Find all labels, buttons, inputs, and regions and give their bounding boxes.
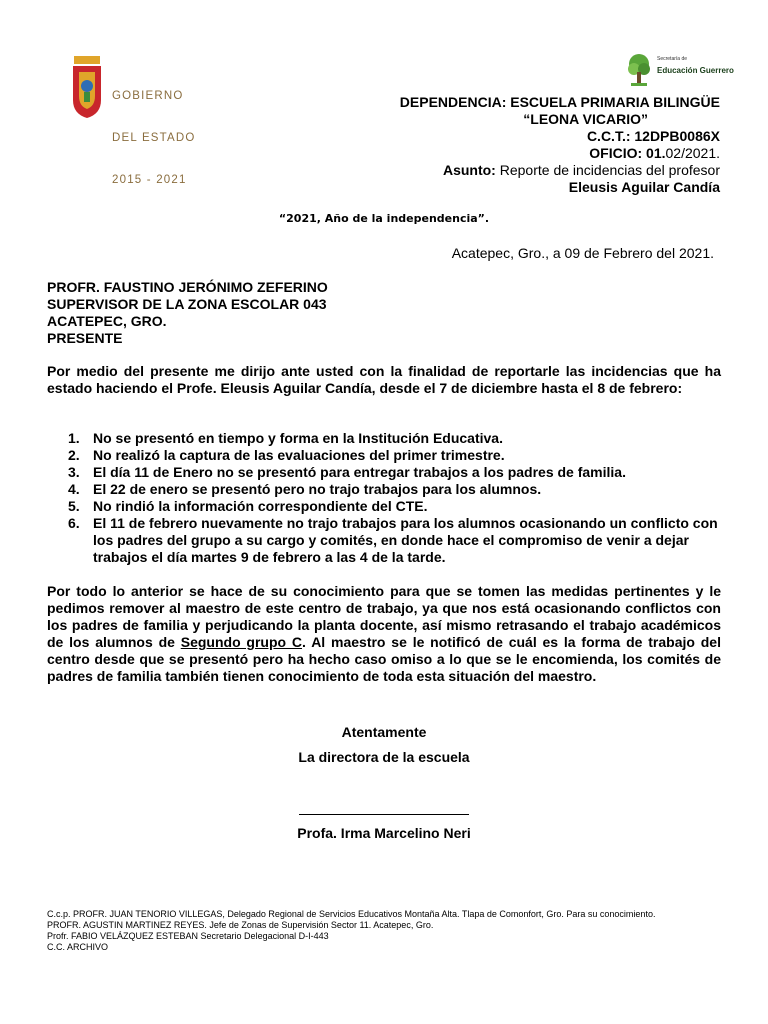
list-text: No rindió la información correspondiente del CTE. [93,498,428,514]
body-text-1: Por todo lo anterior se hace de su conocimiento para que se tomen las medidas pertinentes y le pedimos remover al maestro de este centro de trabajo, ya que nos está ocasionando conflictos con los padres de familia y perjudicando la planta docente, así mismo retrasando el trabajo académicos de los alumnos de [47,583,721,650]
addressee-block [47,279,328,347]
addressee-city: ACATEPEC, GRO. [47,313,167,329]
oficio-line [589,145,720,162]
oficio-value: 02/2021. [665,145,720,161]
educacion-guerrero-label: Educación Guerrero [657,66,734,75]
list-item [47,481,727,498]
list-item [47,430,727,447]
tree-logo-icon [626,52,652,88]
addressee-name: PROFR. FAUSTINO JERÓNIMO ZEFERINO [47,279,328,295]
group-underlined: Segundo grupo C [180,634,303,650]
list-text: El día 11 de Enero no se presentó para entregar trabajos a los padres de familia. [93,464,626,480]
list-text: El 22 de enero se presentó pero no trajo trabajos para los alumnos. [93,481,542,497]
body-paragraph [47,583,721,685]
state-crest-icon [70,56,104,118]
asunto-label: Asunto: [442,162,496,178]
asunto-line [443,162,720,179]
closing-atentamente: Atentamente [341,724,427,740]
footer-line: PROFR. AGUSTIN MARTINEZ REYES. Jefe de Zonas de Supervisión Sector 11. Acatepec, Gro. [47,920,434,930]
list-number: 5. [68,498,80,514]
government-text [112,61,196,215]
footer-cc-block [47,909,727,953]
footer-line: Profr. FABIO VELÁZQUEZ ESTEBAN Secretario Delegacional D-I-443 [47,931,329,941]
state-government-logo [70,56,196,186]
list-number: 3. [68,464,80,480]
cct-code: C.C.T.: 12DPB0086X [586,128,720,144]
secretaria-educacion-logo [626,52,734,88]
list-item [47,447,727,464]
body-text-2: . Al maestro se le notificó de cuál es la forma de trabajo del centro desde que se presentó pero ha hecho caso omiso a lo que se le encomienda, los comités de padres de familia también tienen conocimiento de toda esta situación del maestro. [47,634,721,684]
list-number: 6. [68,515,80,531]
list-number: 2. [68,447,80,463]
secretaria-label: Secretaría de [657,56,688,62]
gov-line-2: DEL ESTADO [112,132,196,144]
asunto-value: Reporte de incidencias del profesor [495,162,720,178]
list-number: 4. [68,481,80,497]
letter-date: Acatepec, Gro., a 09 de Febrero del 2021. [451,245,714,261]
list-text: No realizó la captura de las evaluaciones del primer trimestre. [93,447,505,463]
profesor-name: Eleusis Aguilar Candía [568,179,720,195]
addressee-title: SUPERVISOR DE LA ZONA ESCOLAR 043 [47,296,327,312]
list-item [47,515,733,566]
intro-paragraph: Por medio del presente me dirijo ante usted con la finalidad de reportarle las incidencias que ha estado haciendo el Profe. Eleusis Aguilar Candía, desde el 7 de diciembre hasta el 8 de febrero: [47,363,721,396]
oficio-label: OFICIO: 01. [589,145,666,161]
gov-line-1: GOBIERNO [112,90,184,102]
list-number: 1. [68,430,80,446]
list-text: No se presentó en tiempo y forma en la Institución Educativa. [93,430,503,446]
list-text: El 11 de febrero nuevamente no trajo trabajos para los alumnos ocasionando un conflicto con los padres del grupo a su cargo y comités, en donde hace el compromiso de venir a dejar trabajos el día martes 9 de febrero a las 4 de la tarde. [93,515,718,565]
signer-name: Profa. Irma Marcelino Neri [297,825,471,841]
dependencia-line: DEPENDENCIA: ESCUELA PRIMARIA BILINGÜE [399,94,720,110]
list-item [47,498,727,515]
list-item [47,464,727,481]
footer-line: C.C. ARCHIVO [47,942,109,952]
year-motto: “2021, Año de la independencia”. [278,212,490,225]
footer-line: C.c.p. PROFR. JUAN TENORIO VILLEGAS, Delegado Regional de Servicios Educativos Montaña Alta. Tlapa de Comonfort, Gro. Para su conocimiento. [47,909,656,919]
school-name: “LEONA VICARIO” [523,111,648,127]
closing-role: La directora de la escuela [298,749,470,765]
gov-line-3: 2015 - 2021 [112,174,187,186]
addressee-presente: PRESENTE [47,330,123,346]
incidents-list [47,430,727,566]
signature-line [299,814,469,815]
